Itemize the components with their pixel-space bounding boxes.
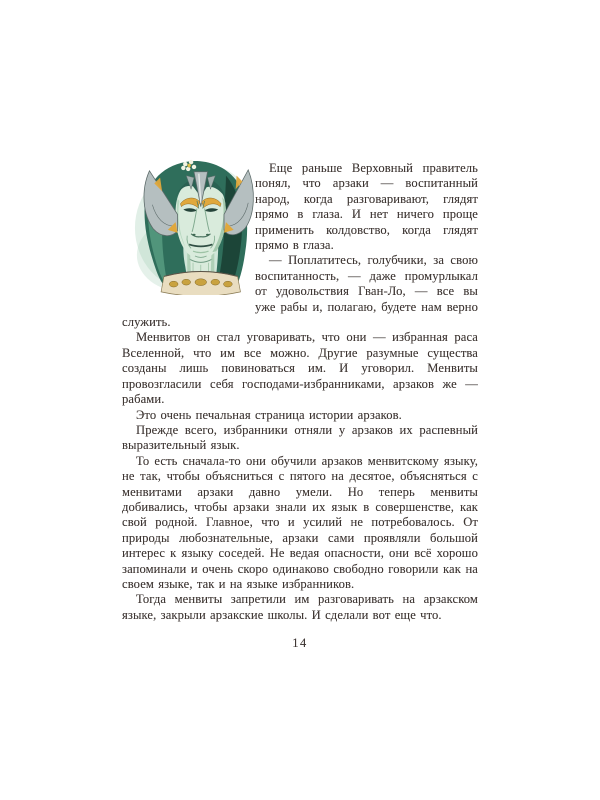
paragraph-dialogue: — Поплатитесь, голубчики, за свою воспитанность, — даже промурлыкал от удовольствия Гван-Ло, — все вы уже рабы и, полагаю, будете нам верно служить. — [122, 253, 478, 330]
paragraph-sad-page: Это очень печальная страница истории арзаков. — [136, 407, 402, 422]
watercolor-portrait-icon — [133, 158, 255, 295]
text-block — [122, 161, 478, 652]
paragraph-schools-closed: Тогда менвиты запретили им разговаривать на арзакском языке, закрыли арзакские школы. И сделали вот еще что. — [122, 592, 478, 622]
page-number: 14 — [292, 636, 308, 651]
paragraph-language-learning: То есть сначала-то они обучили арзаков менвитскому языку, не так, чтобы объясниться с пятого на десятое, объясняться с менвитами арзаки давно умели. Но теперь менвиты добивались, чтобы арзаки знали их язык в совершенстве, как свой родной. Главное, что и усилий не потребовалось. От природы любознательные, арзаки сами проявляли большой интерес к языку соседей. Не ведая опасности, они всё хорошо запоминали и очень скоро одинаково свободно говорили как на своем языке, так и на языке избранников. — [122, 453, 478, 591]
paragraph-intro: Еще раньше Верховный правитель понял, что арзаки — воспитанный народ, когда разговаривают, глядят прямо в глаза. И нет ничего проще применить колдовство, когда глядят прямо в глаза. — [255, 161, 478, 253]
paragraph-menvits: Менвитов он стал уговаривать, что они — избранная раса Вселенной, что им все можно. Другие разумные существа созданы лишь повиноваться им. И уговорил. Менвиты провозгласили себя господами-избранниками, арзаков же — рабами. — [122, 330, 478, 407]
paragraph-language-taken: Прежде всего, избранники отняли у арзаков их распевный выразительный язык. — [122, 422, 478, 453]
gvan-lo-portrait-illustration — [122, 161, 255, 302]
collar — [161, 272, 240, 295]
